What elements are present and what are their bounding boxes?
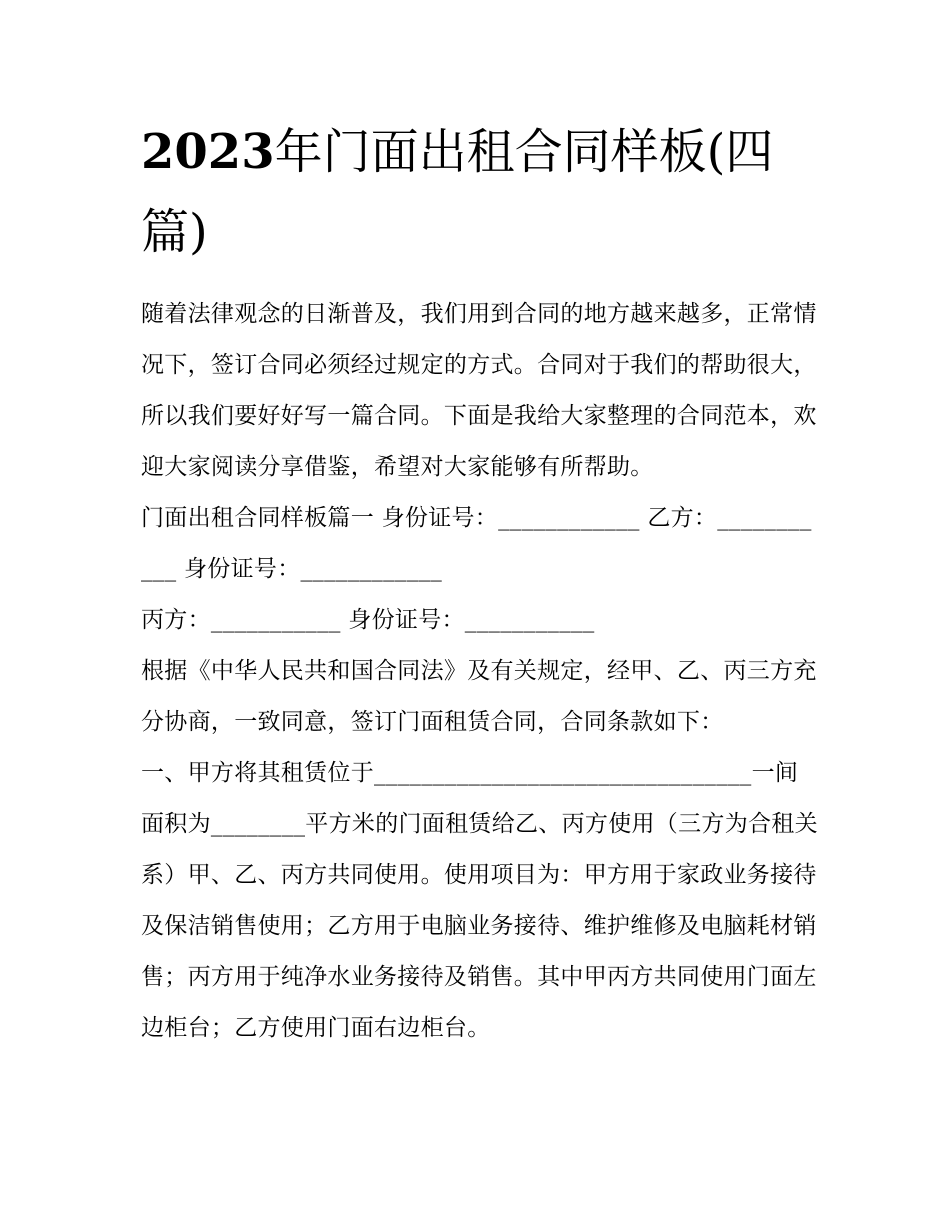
- title-text: 年门面出租合同样板(四篇): [141, 124, 774, 260]
- legal-basis-paragraph: 根据《中华人民共和国合同法》及有关规定，经甲、乙、丙三方充分协商，一致同意，签订门面租赁合同，合同条款如下：: [141, 658, 817, 735]
- party-c-id-paragraph: 丙方：___________ 身份证号：___________: [141, 607, 595, 633]
- document-title: [141, 112, 821, 272]
- clause-one-paragraph: 一、甲方将其租赁位于________________________________一间面积为________平方米的门面租赁给乙、丙方使用（三方为合租关系）甲、乙、丙方共同使用。使用项目为：甲方用于家政业务接待及保洁销售使用；乙方用于电脑业务接待、维护维修及电脑耗材销售；丙方用于纯净水业务接待及销售。其中甲丙方共同使用门面左边柜台；乙方使用门面右边柜台。: [141, 760, 818, 1041]
- party-b-id-paragraph: 门面出租合同样板篇一 身份证号：____________ 乙方：___________ 身份证号：____________: [141, 505, 812, 582]
- intro-paragraph: 随着法律观念的日渐普及，我们用到合同的地方越来越多，正常情况下，签订合同必须经过规定的方式。合同对于我们的帮助很大，所以我们要好好写一篇合同。下面是我给大家整理的合同范本，欢迎大家阅读分享借鉴，希望对大家能够有所帮助。: [141, 301, 817, 480]
- document-body: [141, 112, 821, 1054]
- title-year: 2023: [141, 124, 275, 180]
